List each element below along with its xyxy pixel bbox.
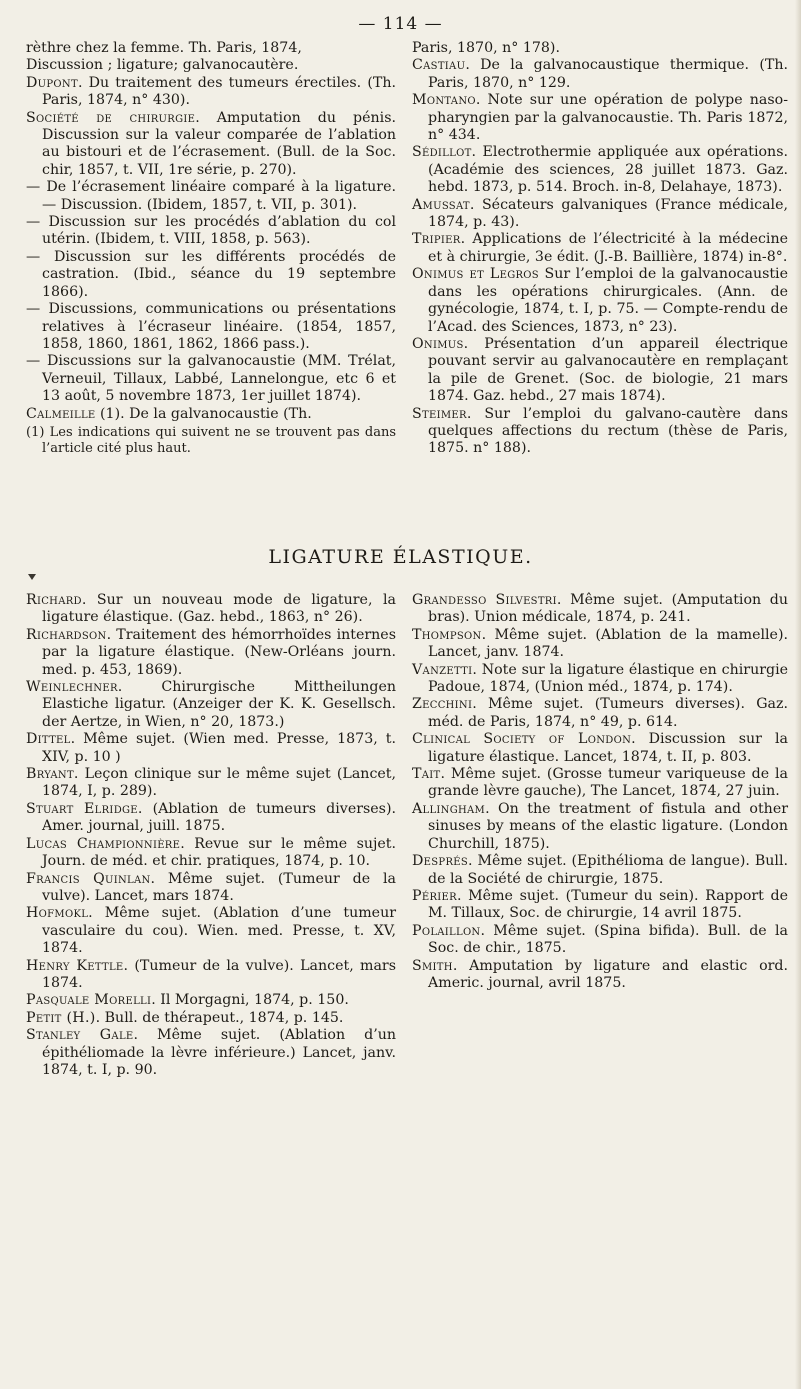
entry-text: . Même sujet. (Spina bifida). Bull. de la Soc. de chir., 1875.: [428, 922, 788, 957]
entry-text: . Note sur la ligature élastique en chirurgie Padoue, 1874, (Union méd., 1874, p. 174).: [428, 661, 788, 696]
bibliography-entry: [26, 766, 396, 801]
entry-text: Paris, 1870, n° 178).: [412, 40, 560, 56]
entry-author: Clinical Society of London: [412, 731, 632, 748]
entry-text: — De l’écrasement linéaire comparé à la ligature. — Discussion. (Ibidem, 1857, t. VII, p. 301).: [26, 179, 396, 213]
bibliography-entry: [412, 888, 788, 923]
bibliography-entry: [412, 662, 788, 697]
bibliography-entry: [412, 731, 788, 766]
bibliography-entry: [412, 627, 788, 662]
bibliography-entry: [26, 1027, 396, 1079]
page-number: — 114 —: [358, 14, 443, 34]
entry-text: . Traitement des hémorrhoïdes internes par la ligature élastique. (New-Orléans journ. med. p. 453, 1869).: [42, 626, 396, 678]
entry-text: . Electrothermie appliquée aux opérations. (Académie des sciences, 28 juillet 1873. Gaz. hebd. 1873, p. 514. Broch. in-8, Delahaye, 1873).: [428, 144, 788, 196]
bibliography-entry: [26, 905, 396, 957]
entry-author: Richard: [26, 592, 82, 608]
entry-author: Thompson: [412, 626, 482, 643]
bibliography-entry: [26, 249, 396, 301]
entry-author: Petit (H.): [26, 1009, 96, 1026]
bibliography-entry: [26, 40, 396, 57]
entry-author: Stanley Gale: [26, 1027, 134, 1044]
entry-author: Francis Quinlan: [26, 870, 151, 887]
bibliography-entry: [412, 406, 788, 458]
entry-author: Smith: [412, 957, 453, 974]
bibliography-entry: [26, 679, 396, 731]
bibliography-entry: [412, 336, 788, 406]
column-bottom-right: [412, 592, 788, 992]
entry-text: . Amputation du pénis. Discussion sur la valeur comparée de l’ablation au bistouri et de l’écrasement. (Bull. de la Soc. chir, 1857, t. VII, 1re série, p. 270).: [42, 109, 396, 178]
entry-text: (1). De la galvanocaustie (Th.: [95, 405, 312, 422]
bibliography-entry: [26, 301, 396, 353]
entry-author: Hofmokl: [26, 905, 89, 922]
bibliography-entry: [26, 110, 396, 180]
entry-text: . Amputation by ligature and elastic ord. Americ. journal, avril 1875.: [428, 957, 788, 991]
entry-text: . Discussion sur la ligature élastique. Lancet, 1874, t. II, p. 803.: [428, 731, 788, 765]
bibliography-entry: [412, 57, 788, 92]
entry-text: — Discussions sur la galvanocaustie (MM. Trélat, Verneuil, Tillaux, Labbé, Lannelongue, etc 6 et 13 août, 5 novembre 1873, 1er juillet 1874).: [26, 353, 396, 405]
entry-author: Bryant: [26, 766, 74, 783]
bibliography-entry: [26, 179, 396, 214]
bibliography-entry: [412, 923, 788, 958]
entry-author: Onimus et Legros: [412, 266, 539, 283]
entry-text: . Sécateurs galvaniques (France médicale, 1874, p. 43).: [428, 196, 788, 231]
entry-author: Stuart Elridge: [26, 800, 138, 817]
section-heading: LIGATURE ÉLASTIQUE.: [268, 546, 533, 568]
bibliography-entry: [412, 958, 788, 993]
entry-author: Allingham: [412, 800, 486, 817]
entry-author: Pasquale Morelli: [26, 992, 152, 1009]
bibliography-entry: [26, 958, 396, 993]
entry-author: Société de chirurgie: [26, 109, 196, 126]
bibliography-entry: [412, 144, 788, 196]
entry-author: Henry Kettle: [26, 957, 124, 974]
entry-author: Calmeille: [26, 405, 96, 422]
entry-text: . Même sujet. (Tumeur du sein). Rapport de M. Tillaux, Soc. de chirurgie, 14 avril 1875.: [428, 887, 788, 922]
entry-author: Amussat: [412, 196, 470, 213]
bibliography-entry: [26, 992, 396, 1009]
entry-text: Sur l’emploi de la galvanocaustie dans les opérations chirurgicales. (Ann. de gynécologie, 1874, t. I, p. 75. — Compte-rendu de l’Acad. des Sciences, 1873, n° 23).: [428, 266, 788, 335]
bibliography-entry: [412, 40, 788, 57]
entry-text: . Présentation d’un appareil électrique pouvant servir au galvanocautère en remplaçant la pile de Grenet. (Soc. de biologie, 21 mars 1874. Gaz. hebd., 27 mais 1874).: [428, 335, 788, 405]
entry-text: — Discussions, communications ou présentations relatives à l’écraseur linéaire. (1854, 1857, 1858, 1860, 1861, 1862, 1866 pass.).: [26, 301, 396, 352]
entry-text: . Applications de l’électricité à la médecine et à chirurgie, 3e édit. (J.-B. Baillière, 1874) in-8°.: [428, 231, 788, 265]
bibliography-entry: [26, 214, 396, 249]
caret-mark-icon: [28, 574, 36, 580]
entry-author: Weinlechner: [26, 679, 118, 696]
entry-author: Polaillon: [412, 922, 481, 939]
bibliography-entry: [412, 766, 788, 801]
column-top-left: [26, 40, 396, 457]
bibliography-entry: [412, 231, 788, 266]
bibliography-entry: [412, 801, 788, 853]
entry-text: . Leçon clinique sur le même sujet (Lancet, 1874, I, p. 289).: [42, 766, 396, 800]
entry-author: Tripier: [412, 231, 461, 248]
entry-author: Périer: [412, 887, 457, 904]
entry-text: . Même sujet. (Wien med. Presse, 1873, t. XIV, p. 10 ): [42, 731, 396, 765]
bibliography-entry: [26, 75, 396, 110]
entry-text: — Discussion sur les procédés d’ablation du col utérin. (Ibidem, t. VIII, 1858, p. 563).: [26, 214, 396, 248]
entry-author: Dupont: [26, 74, 78, 91]
entry-text: . Même sujet. (Ablation d’une tumeur vasculaire du cou). Wien. med. Presse, t. XV, 1874.: [42, 905, 396, 957]
entry-text: — Discussion sur les différents procédés de castration. (Ibid., séance du 19 septembre 1866).: [26, 248, 396, 300]
entry-text: . Il Morgagni, 1874, p. 150.: [151, 992, 349, 1009]
entry-author: Sédillot: [412, 144, 472, 161]
entry-text: . De la galvanocaustique thermique. (Th. Paris, 1870, n° 129.: [428, 57, 788, 91]
entry-text: . Même sujet. (Grosse tumeur variqueuse de la grande lèvre gauche), The Lancet, 1874, 27 juin.: [428, 766, 788, 800]
entry-text: . Bull. de thérapeut., 1874, p. 145.: [95, 1009, 344, 1026]
bibliography-entry: [26, 836, 396, 871]
entry-author: Montano: [412, 92, 476, 109]
bibliography-entry: [26, 57, 396, 74]
entry-author: Zecchini: [412, 696, 473, 713]
column-top-right: [412, 40, 788, 458]
bibliography-entry: [412, 696, 788, 731]
entry-text: . On the treatment of fistula and other sinuses by means of the elastic ligature. (London Churchill, 1875).: [428, 800, 788, 852]
bibliography-entry: [412, 197, 788, 232]
entry-author: Després: [412, 853, 469, 870]
bibliography-entry: [26, 801, 396, 836]
bibliography-entry: [26, 1010, 396, 1027]
entry-text: . Sur un nouveau mode de ligature, la ligature élastique. (Gaz. hebd., 1863, n° 26).: [42, 592, 396, 626]
entry-text: . Même sujet. (Ablation d’un épithéliomade la lèvre inférieure.) Lancet, janv. 1874, t. I, p. 90.: [42, 1027, 397, 1078]
entry-author: Steimer: [412, 405, 467, 422]
entry-text: . Chirurgische Mittheilungen Elastiche ligatur. (Anzeiger der K. K. Gesellsch. der Aertze, in Wien, n° 20, 1873.): [42, 679, 396, 730]
page-edge-shadow: [795, 0, 801, 1389]
entry-text: rèthre chez la femme. Th. Paris, 1874,: [26, 40, 302, 56]
entry-text: . (Tumeur de la vulve). Lancet, mars 1874.: [42, 957, 396, 991]
entry-text: . Même sujet. (Amputation du bras). Union médicale, 1874, p. 241.: [428, 592, 788, 626]
entry-author: Grandesso Silvestri: [412, 592, 557, 608]
column-bottom-left: [26, 592, 396, 1079]
bibliography-entry: [26, 627, 396, 679]
entry-text: . Du traitement des tumeurs érectiles. (Th. Paris, 1874, n° 430).: [42, 74, 396, 109]
bibliography-entry: [26, 592, 396, 627]
entry-author: Richardson: [26, 626, 107, 643]
footnote: (1) Les indications qui suivent ne se trouvent pas dans l’article cité plus haut.: [26, 424, 396, 456]
entry-text: . Même sujet. (Tumeur de la vulve). Lancet, mars 1874.: [42, 870, 396, 904]
entry-author: Vanzetti: [412, 661, 473, 678]
entry-text: . Même sujet. (Ablation de la mamelle). Lancet, janv. 1874.: [428, 626, 788, 661]
bibliography-entry: [26, 731, 396, 766]
entry-text: . Note sur une opération de polype naso-pharyngien par la galvanocaustie. Th. Paris 1872, n° 434.: [428, 92, 788, 144]
bibliography-entry: [412, 592, 788, 627]
entry-author: Dittel: [26, 731, 71, 748]
entry-text: . Revue sur le même sujet. Journ. de méd. et chir. pratiques, 1874, p. 10.: [42, 835, 396, 870]
entry-author: Lucas Championnière: [26, 835, 181, 852]
entry-author: Castiau: [412, 57, 466, 74]
bibliography-entry: [412, 266, 788, 336]
bibliography-entry: [412, 92, 788, 144]
entry-text: Discussion ; ligature; galvanocautère.: [26, 57, 299, 74]
bibliography-entry: [412, 853, 788, 888]
bibliography-entry: [26, 871, 396, 906]
bibliography-entry: [26, 353, 396, 405]
bibliography-entry: [26, 406, 396, 423]
entry-author: Onimus: [412, 335, 464, 352]
entry-text: . (Ablation de tumeurs diverses). Amer. journal, juill. 1875.: [42, 800, 397, 835]
entry-author: Tait: [412, 766, 441, 783]
entry-text: . Sur l’emploi du galvano-cautère dans quelques affections du rectum (thèse de Paris, 1875. n° 188).: [428, 405, 788, 457]
entry-text: . Même sujet. (Epithélioma de langue). Bull. de la Société de chirurgie, 1875.: [428, 853, 788, 887]
entry-text: . Même sujet. (Tumeurs diverses). Gaz. méd. de Paris, 1874, n° 49, p. 614.: [428, 696, 788, 730]
